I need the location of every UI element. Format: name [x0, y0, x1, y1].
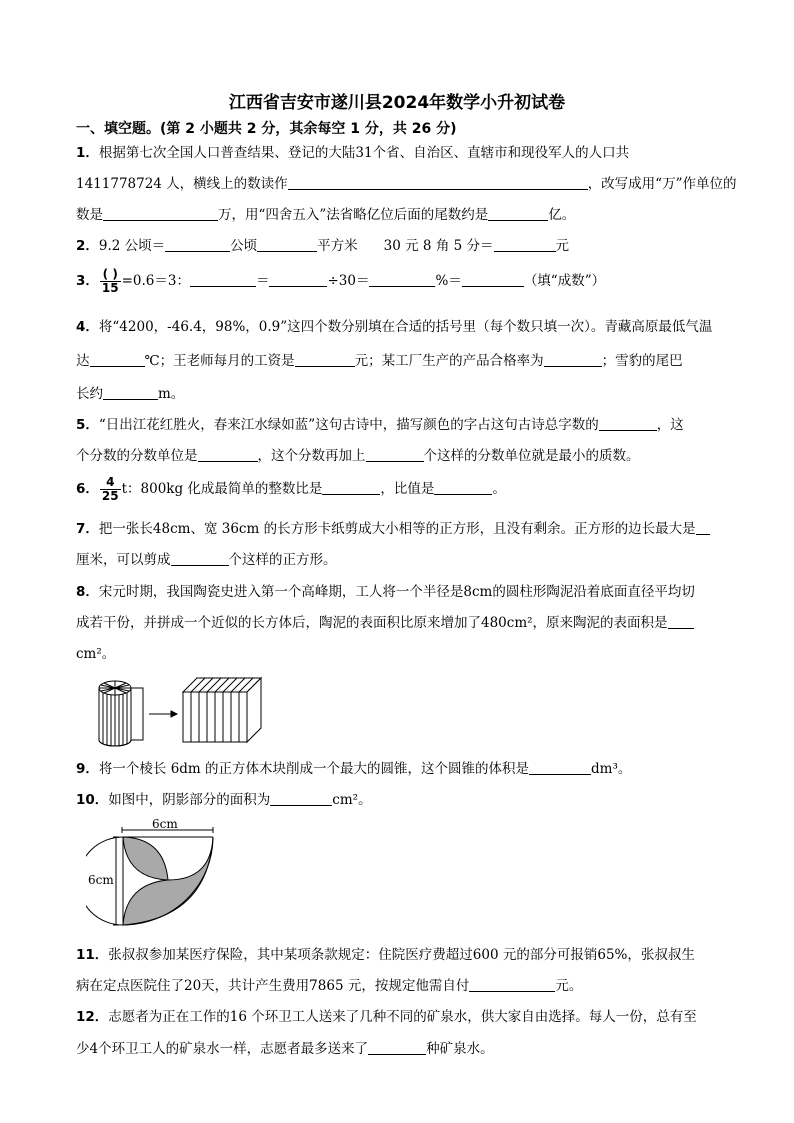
q10-figure: [86, 818, 226, 933]
q4-blank-2[interactable]: [295, 352, 355, 367]
q6-fraction: $\frac{4}{25}$: [101, 475, 119, 503]
q11-line2: 病在定点医院住了20天，共计产生费用7865 元，按规定他需自付 元。: [76, 978, 583, 994]
q2-line: 2．9.2 公顷＝ 公顷 平方米 30 元 8 角 5 分＝ 元: [76, 238, 569, 254]
q5-blank-2[interactable]: [198, 447, 258, 462]
q11-line1: 11．张叔叔参加某医疗保险，其中某项条款规定：住院医疗费超过600 元的部分可报销65%，张叔叔生: [76, 947, 695, 963]
q3-blank-3[interactable]: [369, 272, 435, 287]
q4-blank-4[interactable]: [103, 385, 158, 400]
cuboid-figure: [183, 678, 261, 742]
q8-line1: 8．宋元时期，我国陶瓷史进入第一个高峰期，工人将一个半径是8cm的圆柱形陶泥沿着底面直径平均切: [76, 584, 695, 600]
page-title: 江西省吉安市遂川县2024年数学小升初试卷: [228, 93, 566, 113]
q8-line3: cm²。: [76, 646, 116, 662]
q3-blank-2[interactable]: [269, 272, 327, 287]
q3-line: 3． $\frac{( )}{15}$ =0.6＝3： ＝ ÷30＝ %＝ （填“成数”）: [76, 267, 606, 295]
top-dimension-label: 6cm: [152, 818, 178, 831]
q12-line2: 少4个环卫工人的矿泉水一样，志愿者最多送来了 种矿泉水。: [76, 1041, 494, 1057]
q11-blank-1[interactable]: [469, 977, 555, 992]
q3-blank-1[interactable]: [190, 272, 256, 287]
shaded-region: [123, 837, 213, 925]
q4-blank-3[interactable]: [544, 352, 602, 367]
q10-line: 10．如图中，阴影部分的面积为 cm²。: [76, 792, 372, 808]
q4-line2: 达 ℃；王老师每月的工资是 元；某工厂生产的产品合格率为 ；雪豹的尾巴: [76, 353, 683, 369]
section-heading: 一、填空题。(第 2 小题共 2 分，其余每空 1 分，共 26 分): [76, 121, 457, 137]
q7-blank-1[interactable]: [696, 520, 710, 535]
q1-blank-reading[interactable]: [288, 175, 588, 190]
q4-line1: 4．将“4200，-46.4，98%，0.9”这四个数分别填在合适的括号里（每个数只填一次）。青藏高原最低气温: [76, 319, 713, 335]
q7-line2: 厘米，可以剪成 个这样的正方形。: [76, 552, 337, 568]
q5-blank-3[interactable]: [366, 447, 424, 462]
q5-line1: 5．“日出江花红胜火，春来江水绿如蓝”这句古诗中，描写颜色的字占这句古诗总字数的 ，这: [76, 417, 684, 433]
q6-blank-1[interactable]: [322, 480, 380, 495]
q9-blank-1[interactable]: [529, 760, 591, 775]
q4-blank-1[interactable]: [90, 352, 145, 367]
q6-blank-2[interactable]: [434, 480, 492, 495]
q9-line: 9．将一个棱长 6dm 的正方体木块削成一个最大的圆锥，这个圆锥的体积是 dm³。: [76, 761, 632, 777]
q1-line3: 数是 万，用“四舍五入”法省略亿位后面的尾数约是 亿。: [76, 207, 576, 223]
q5-line2: 个分数的分数单位是 ，这个分数再加上 个这样的分数单位就是最小的质数。: [76, 448, 640, 464]
arrow-icon: [149, 711, 177, 717]
cylinder-figure: [99, 681, 143, 746]
q1-blank-wan[interactable]: [103, 206, 218, 221]
q7-line1: 7．把一张长48cm、宽 36cm 的长方形卡纸剪成大小相等的正方形，且没有剩余。正方形的边长最大是: [76, 520, 710, 538]
q5-blank-1[interactable]: [599, 416, 657, 431]
q8-blank-1[interactable]: [668, 614, 694, 629]
q8-figure: [85, 666, 285, 748]
q1-blank-yi[interactable]: [488, 206, 548, 221]
left-dimension-label: 6cm: [88, 873, 114, 887]
q1-line2: 1411778724 人，横线上的数读作 ，改写成用“万”作单位的: [76, 176, 737, 192]
q3-fraction: $\frac{( )}{15}$: [101, 267, 119, 295]
q1-line1: 1．根据第七次全国人口普查结果、登记的大陆31个省、自治区、直辖市和现役军人的人口共: [76, 145, 630, 161]
q8-line2: 成若干份，并拼成一个近似的长方体后，陶泥的表面积比原来增加了480cm²，原来陶泥的表面积是: [76, 614, 694, 632]
q10-blank-1[interactable]: [270, 791, 332, 806]
q12-line1: 12．志愿者为正在工作的16 个环卫工人送来了几种不同的矿泉水，供大家自由选择。每人一份，总有至: [76, 1009, 697, 1025]
q4-line3: 长约 m。: [76, 386, 185, 402]
q2-blank-3[interactable]: [494, 237, 556, 252]
q2-blank-1[interactable]: [165, 237, 230, 252]
q2-blank-2[interactable]: [257, 237, 317, 252]
q7-blank-2[interactable]: [171, 551, 229, 566]
q6-line: 6． $\frac{4}{25}$ t：800kg 化成最简单的整数比是 ，比值是 。: [76, 475, 506, 503]
q3-blank-4[interactable]: [462, 272, 524, 287]
q12-blank-1[interactable]: [368, 1040, 426, 1055]
